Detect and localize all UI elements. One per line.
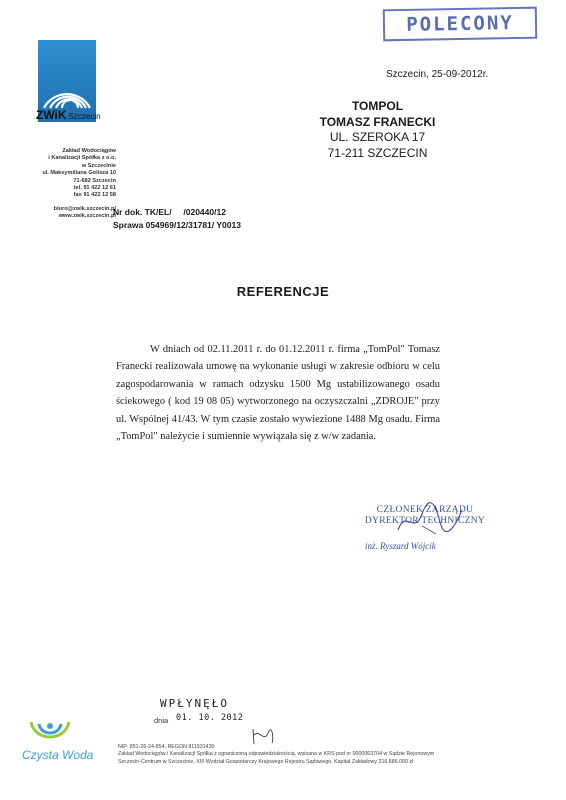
document-reference: [113, 206, 241, 232]
company-line: w Szczecinie: [81, 162, 116, 169]
footer-line: Zakład Wodociągów i Kanalizacji Spółka z ograniczoną odpowiedzialnością, wpisana w KRS pod nr 0000063704 w Sądzie Rejonowym: [118, 751, 435, 758]
received-stamp-label: WPŁYNĘŁO: [160, 697, 229, 710]
body-paragraph: W dniach od 02.11.2011 r. do 01.12.2011 r. firma „TomPol" Tomasz Franecki realizowała umowę na wykonanie usługi w zakresie odbioru w celu zagospodarowania w ramach odzysku 1500 Mg ustabilizowanego osadu ściekowego ( kod 19 08 05) wytworzonego na oczyszczalni „ZDROJE" przy ul. Wspólnej 41/43. W tym czasie zostało wywiezione 1488 Mg osadu. Firma „TomPol" należycie i sumiennie wywiązała się z w/w zadania.: [116, 344, 440, 443]
signature-title1: CZŁONEK ZARZĄDU: [376, 505, 474, 515]
recipient-city: 71-211 SZCZECIN: [327, 145, 428, 160]
letter-body: [116, 341, 440, 445]
recipient-block: [305, 99, 450, 161]
recipient-name2: TOMASZ FRANECKI: [319, 114, 436, 129]
company-line: Zakład Wodociągów: [62, 148, 116, 154]
doc-nr-value: /020440/12: [183, 207, 226, 217]
footer-line: NIP: 851-26-24-854, REGON 811931430: [118, 744, 215, 750]
doc-sprawa: Sprawa 054969/12/31781/ Y0013: [113, 220, 241, 230]
document-title: REFERENCJE: [236, 284, 330, 299]
company-line: 71-682 Szczecin: [73, 177, 116, 184]
received-date: 01. 10. 2012: [176, 713, 244, 723]
recipient-name1: TOMPOL: [351, 99, 404, 113]
company-line: fax 91 422 12 58: [73, 192, 116, 199]
company-line: tel. 91 422 12 61: [73, 185, 116, 192]
signature-stamp: [345, 505, 505, 527]
zwik-logo-arcs-icon: [38, 60, 96, 110]
signature-name: inż. Ryszard Wójcik: [365, 541, 436, 551]
czysta-woda-logo-icon: [25, 714, 75, 748]
signature-title2: DYREKTOR TECHNICZNY: [364, 516, 486, 526]
company-address-block: [16, 148, 116, 221]
recipient-street: UL. SZEROKA 17: [329, 130, 426, 144]
company-line: ul. Maksymiliana Golisza 10: [42, 170, 116, 177]
footer-legal: [118, 744, 528, 766]
company-email: biuro@zwik.szczecin.pl: [53, 205, 116, 212]
polecony-stamp: POLECONY: [383, 7, 538, 42]
letter-date: Szczecin, 25-09-2012r.: [386, 69, 489, 80]
footer-line: Szczecin-Centrum w Szczecinie, XIII Wydział Gospodarczy Krajowego Rejestru Sądowego. Kapitał Zakładowy 216.686.000 zł: [118, 758, 414, 765]
company-line: i Kanalizacji Spółka z o.o.: [48, 155, 116, 162]
zwik-logo-text: ZWiK Szczecin: [36, 108, 101, 122]
doc-nr-label: Nr dok. TK/EL/: [113, 207, 172, 217]
czysta-woda-text: Czysta Woda: [22, 748, 94, 762]
company-www: www.zwik.szczecin.pl: [58, 213, 116, 220]
received-dnia-label: dnia: [154, 716, 169, 725]
